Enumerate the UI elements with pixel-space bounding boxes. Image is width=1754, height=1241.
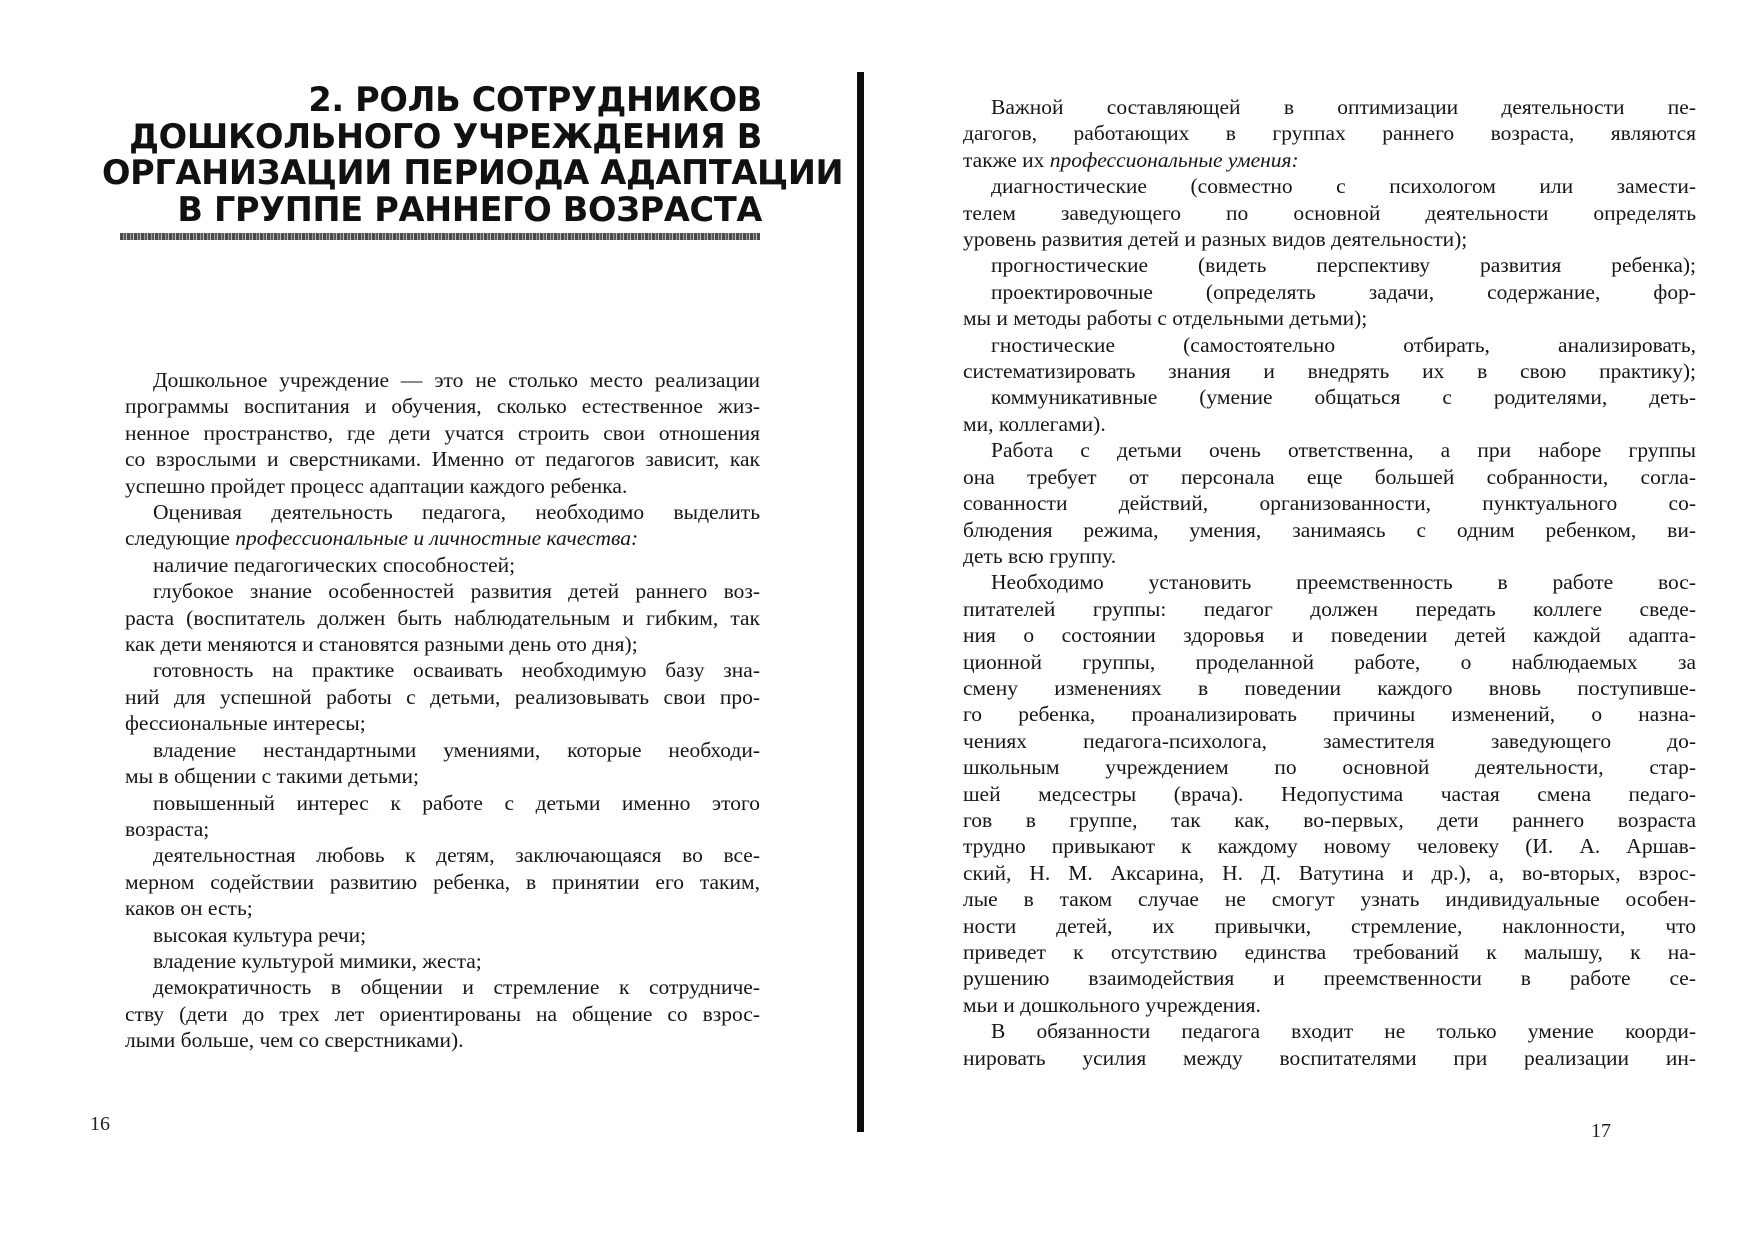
text-line <box>125 605 760 631</box>
text-line <box>125 473 760 499</box>
emphasized-text: профессиональные и личностные качества: <box>235 526 639 551</box>
text-run: программы воспитания и обучения, сколько естественное жиз- <box>125 394 760 419</box>
text-line <box>963 252 1696 278</box>
right-page <box>860 0 1754 1241</box>
text-run: наличие педагогических способностей; <box>153 552 516 577</box>
text-run: сованности действий, организованности, пунктуального со- <box>963 491 1696 516</box>
text-run: она требует от персонала еще большей собранности, согла- <box>963 464 1696 489</box>
text-line <box>963 384 1696 410</box>
text-line <box>963 939 1696 965</box>
title-underline-rule <box>120 233 760 240</box>
text-line <box>125 525 760 551</box>
text-run: ния о состоянии здоровья и поведении детей каждой адапта- <box>963 623 1696 648</box>
text-line <box>963 279 1696 305</box>
text-run: смену изменениях в поведении каждого вновь поступивше- <box>963 675 1696 700</box>
text-run: лыми больше, чем со сверстниками). <box>125 1028 464 1053</box>
text-run: как дети меняются и становятся разными день ото дня); <box>125 632 638 657</box>
text-line <box>125 869 760 895</box>
text-run: прогностические (видеть перспективу развития ребенка); <box>991 253 1696 278</box>
text-line <box>125 657 760 683</box>
text-run: владение культурой мимики, жеста; <box>153 948 482 973</box>
text-run: диагностические (совместно с психологом или замести- <box>991 174 1696 199</box>
text-run: телем заведующего по основной деятельности определять <box>963 200 1696 225</box>
text-line <box>125 393 760 419</box>
text-line <box>125 790 760 816</box>
text-run: деятельностная любовь к детям, заключающаяся во все- <box>153 843 760 868</box>
emphasized-text: профессиональные умения: <box>1049 147 1299 172</box>
text-run: фессиональные интересы; <box>125 711 366 736</box>
text-run: Дошкольное учреждение — это не столько место реализации <box>153 368 760 392</box>
text-line <box>125 842 760 868</box>
text-run: школьным учреждением по основной деятельности, стар- <box>963 755 1696 780</box>
text-line <box>125 948 760 974</box>
chapter-title-line: ОРГАНИЗАЦИИ ПЕРИОДА АДАПТАЦИИ <box>102 153 844 192</box>
text-line <box>963 305 1696 331</box>
text-line <box>963 913 1696 939</box>
text-line <box>963 569 1696 595</box>
text-line <box>125 499 760 525</box>
text-line <box>125 922 760 948</box>
text-line <box>963 833 1696 859</box>
text-run: систематизировать знания и внедрять их в свою практику); <box>963 359 1696 384</box>
text-line <box>963 1018 1696 1044</box>
text-run: мьи и дошкольного учреждения. <box>963 992 1261 1017</box>
text-run: ми, коллегами). <box>963 411 1106 436</box>
page-number-right: 17 <box>1591 1120 1611 1142</box>
text-line <box>963 173 1696 199</box>
text-run: рушению взаимодействия и преемственности в работе се- <box>963 966 1696 991</box>
text-run: раста (воспитатель должен быть наблюдательным и гибким, так <box>125 605 760 630</box>
text-line <box>963 120 1696 146</box>
text-line <box>963 754 1696 780</box>
text-line <box>125 895 760 921</box>
text-line <box>963 622 1696 648</box>
text-line <box>963 147 1696 173</box>
text-run: проектировочные (определять задачи, содержание, фор- <box>991 279 1696 304</box>
text-run: коммуникативные (умение общаться с родителями, деть- <box>991 385 1696 410</box>
text-run: высокая культура речи; <box>153 922 367 947</box>
chapter-title-line: 2. РОЛЬ СОТРУДНИКОВ <box>308 80 762 119</box>
text-run: Важной составляющей в оптимизации деятельности пе- <box>991 95 1696 119</box>
text-run: ненное пространство, где дети учатся строить свои отношения <box>125 420 760 445</box>
text-line <box>963 992 1696 1018</box>
text-run: Необходимо установить преемственность в работе вос- <box>991 570 1696 595</box>
right-page-body-text <box>963 94 1696 1071</box>
chapter-title-line: В ГРУППЕ РАННЕГО ВОЗРАСТА <box>177 189 762 229</box>
text-run: шей медсестры (врача). Недопустима частая смена педаго- <box>963 781 1696 806</box>
text-line <box>963 358 1696 384</box>
text-run: возраста; <box>125 816 210 841</box>
text-run: глубокое знание особенностей развития детей раннего воз- <box>153 579 760 604</box>
text-run: ству (дети до трех лет ориентированы на общение со взрос- <box>125 1001 760 1026</box>
text-line <box>963 411 1696 437</box>
text-line <box>963 543 1696 569</box>
text-run: уровень развития детей и разных видов деятельности); <box>963 227 1468 252</box>
text-run: готовность на практике осваивать необходимую базу зна- <box>153 658 760 683</box>
chapter-title-line: ДОШКОЛЬНОГО УЧРЕЖДЕНИЯ В <box>129 116 762 156</box>
text-line <box>963 807 1696 833</box>
text-line <box>963 886 1696 912</box>
text-run: Работа с детьми очень ответственна, а при наборе группы <box>991 438 1696 463</box>
text-line <box>963 965 1696 991</box>
left-page <box>0 0 860 1241</box>
text-run: также их <box>963 147 1050 172</box>
chapter-title <box>102 80 844 229</box>
text-run: ционной группы, проделанной работе, о наблюдаемых за <box>963 649 1696 674</box>
text-run: демократичность в общении и стремление к сотрудниче- <box>153 975 760 1000</box>
text-run: В обязанности педагога входит не только умение коорди- <box>991 1019 1696 1044</box>
text-line <box>125 446 760 472</box>
text-line <box>125 1001 760 1027</box>
left-page-body-text <box>125 367 760 1054</box>
text-line <box>125 631 760 657</box>
text-line <box>963 860 1696 886</box>
text-run: мы и методы работы с отдельными детьми); <box>963 306 1368 331</box>
text-line <box>963 728 1696 754</box>
text-line <box>125 684 760 710</box>
text-run: трудно привыкают к каждому новому человеку (И. А. Аршав- <box>963 834 1696 859</box>
text-line <box>125 578 760 604</box>
text-run: блюдения режима, умения, занимаясь с одним ребенком, ви- <box>963 517 1696 542</box>
text-run: гов в группе, так как, во-первых, дети раннего возраста <box>963 807 1696 832</box>
text-run: каков он есть; <box>125 896 253 921</box>
text-line <box>125 816 760 842</box>
text-run: успешно пройдет процесс адаптации каждого ребенка. <box>125 473 628 498</box>
text-line <box>125 420 760 446</box>
text-run: деть всю группу. <box>963 543 1117 568</box>
text-line <box>963 332 1696 358</box>
text-line <box>963 781 1696 807</box>
text-line <box>125 552 760 578</box>
text-run: го ребенка, проанализировать причины изменений, о назна- <box>963 702 1696 727</box>
text-line <box>963 596 1696 622</box>
text-line <box>125 710 760 736</box>
text-line <box>125 367 760 393</box>
text-run: приведет к отсутствию единства требований к малышу, к на- <box>963 940 1696 964</box>
text-run: гностические (самостоятельно отбирать, анализировать, <box>991 332 1696 357</box>
text-line <box>963 1045 1696 1071</box>
text-line <box>963 200 1696 226</box>
text-run: мерном содействии развитию ребенка, в принятии его таким, <box>125 869 760 894</box>
text-line <box>125 974 760 1000</box>
text-run: мы в общении с такими детьми; <box>125 764 419 789</box>
text-line <box>125 737 760 763</box>
text-line <box>963 94 1696 120</box>
text-run: ский, Н. М. Аксарина, Н. Д. Ватутина и др.), а, во-вторых, взрос- <box>963 860 1696 885</box>
page-number-left: 16 <box>90 1113 110 1135</box>
text-line <box>963 675 1696 701</box>
text-run: владение нестандартными умениями, которые необходи- <box>153 737 760 762</box>
text-line <box>125 763 760 789</box>
text-run: со взрослыми и сверстниками. Именно от педагогов зависит, как <box>125 447 760 472</box>
text-run: следующие <box>125 526 236 551</box>
text-run: дагогов, работающих в группах раннего возраста, являются <box>963 121 1696 146</box>
text-run: питателей группы: педагог должен передать коллеге сведе- <box>963 596 1696 621</box>
text-line <box>963 649 1696 675</box>
text-line <box>963 437 1696 463</box>
text-run: ности детей, их привычки, стремление, наклонности, что <box>963 913 1696 938</box>
text-run: нировать усилия между воспитателями при реализации ин- <box>963 1045 1696 1070</box>
text-run: чениях педагога-психолога, заместителя заведующего до- <box>963 728 1696 753</box>
text-line <box>125 1027 760 1053</box>
text-line <box>963 490 1696 516</box>
text-line <box>963 226 1696 252</box>
text-line <box>963 517 1696 543</box>
text-run: лые в таком случае не смогут узнать индивидуальные особен- <box>963 887 1696 912</box>
text-run: ний для успешной работы с детьми, реализовывать свои про- <box>125 684 760 709</box>
text-line <box>963 701 1696 727</box>
text-run: повышенный интерес к работе с детьми именно этого <box>153 790 760 815</box>
text-line <box>963 464 1696 490</box>
text-run: Оценивая деятельность педагога, необходимо выделить <box>153 500 760 525</box>
